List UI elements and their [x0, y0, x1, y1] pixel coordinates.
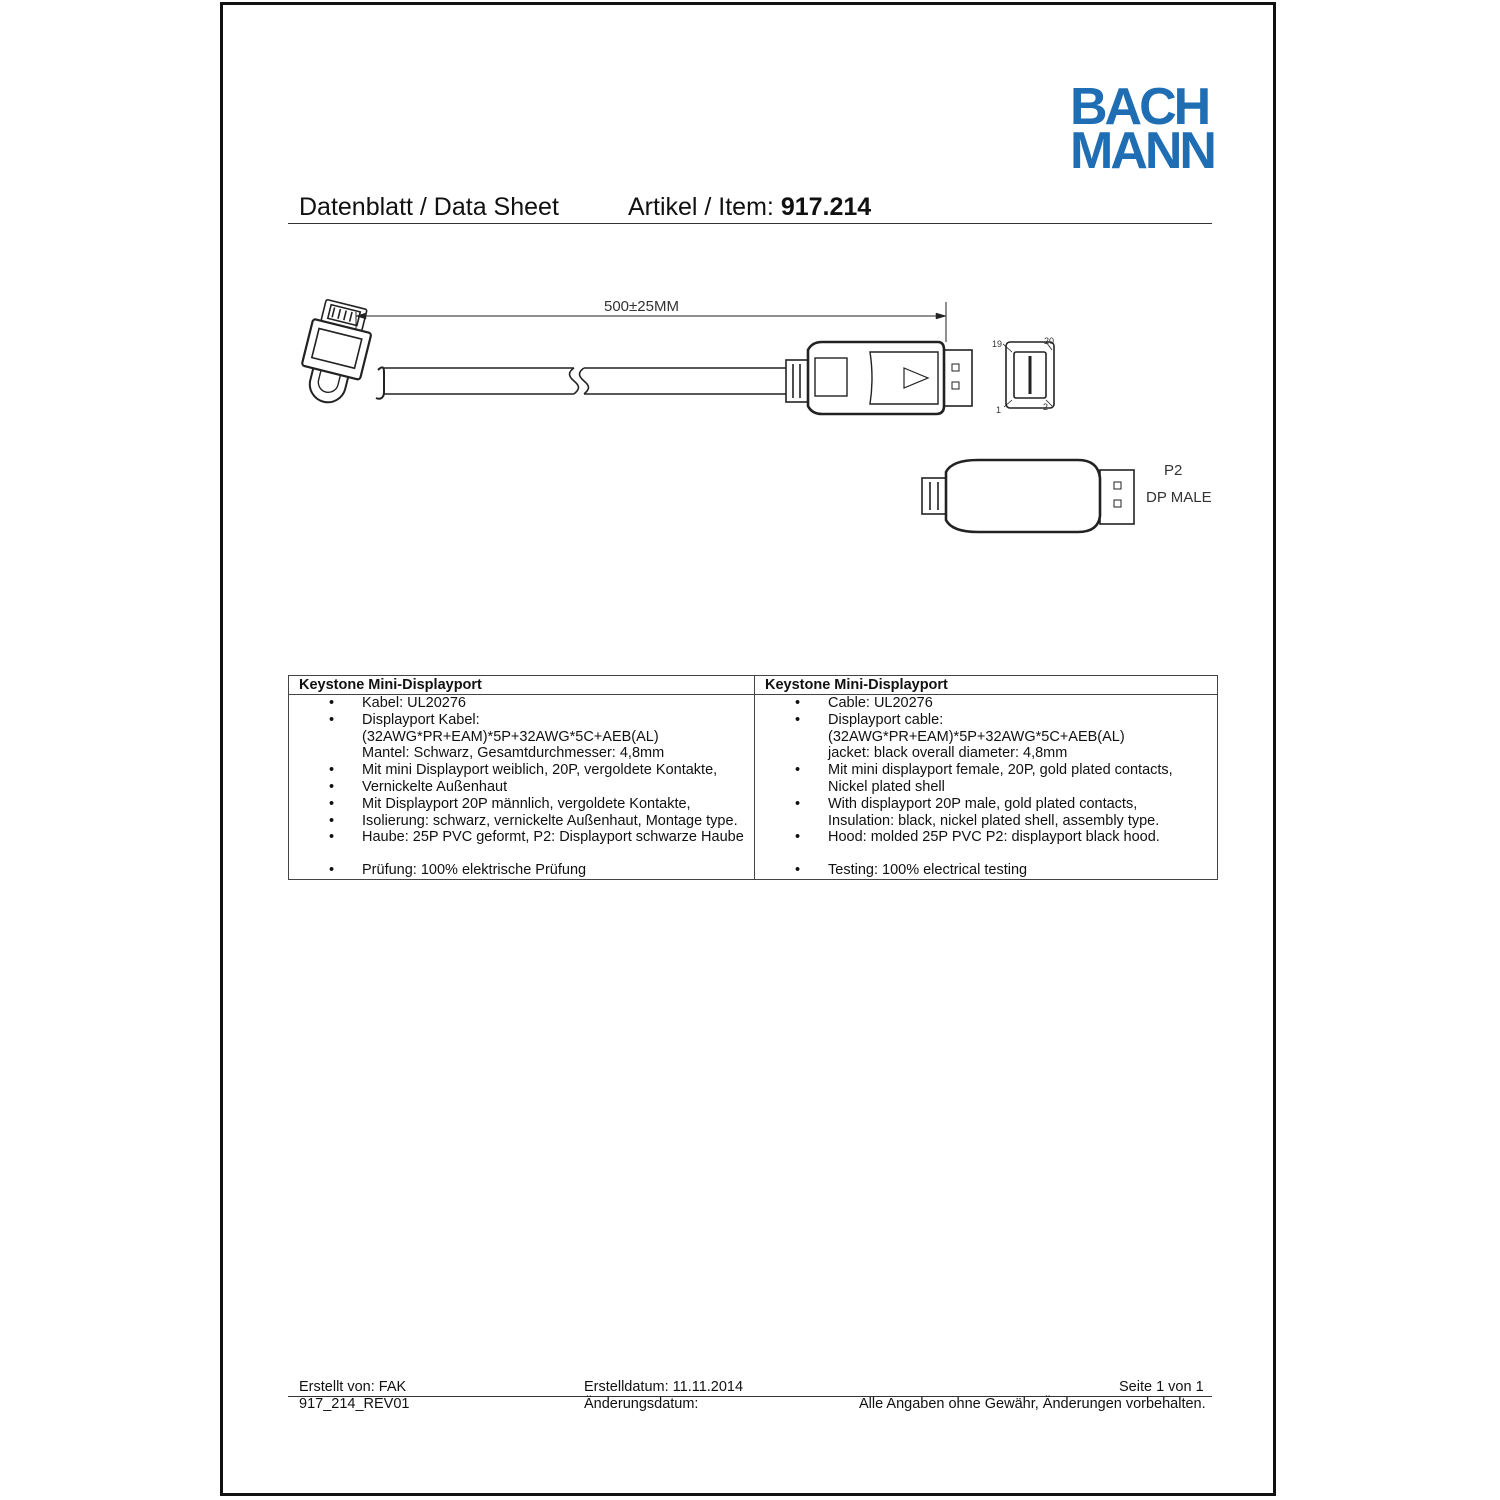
list-item: • Hood: molded 25P PVC P2: displayport black hood. [795, 829, 1160, 846]
item-label: Artikel / Item: [628, 193, 781, 221]
created-by: Erstellt von: FAK [299, 1379, 407, 1395]
spec-column-en [755, 695, 1218, 880]
brand-logo [1070, 78, 1214, 180]
p2-label: P2 [1164, 462, 1183, 479]
list-item: • Cable: UL20276 [795, 695, 933, 711]
pin-1-label: 1 [996, 405, 1002, 415]
disclaimer: Alle Angaben ohne Gewähr, Änderungen vorbehalten. [859, 1396, 1206, 1412]
technical-drawing [288, 280, 1218, 550]
list-item: • Displayport Kabel: (32AWG*PR+EAM)*5P+32AWG*5C+AEB(AL) Mantel: Schwarz, Gesamtdurchmesser: 4,8mm [329, 711, 665, 762]
list-item: • Displayport cable: (32AWG*PR+EAM)*5P+32AWG*5C+AEB(AL) jacket: black overall diameter: 4,8mm [795, 711, 1125, 762]
length-label: 500±25MM [604, 298, 679, 315]
p2-type-label: DP MALE [1146, 489, 1212, 506]
pin-20-label: 20 [1044, 336, 1055, 346]
doc-code: 917_214_REV01 [299, 1396, 410, 1412]
item-heading [628, 193, 871, 222]
page-number: Seite 1 von 1 [1119, 1379, 1204, 1395]
list-item: • With displayport 20P male, gold plated contacts, Insulation: black, nickel plated shell, assembly type. [795, 795, 1160, 829]
header-rule [288, 223, 1212, 224]
testing-item: • Prüfung: 100% elektrische Prüfung [329, 862, 587, 879]
logo-line-1: BACH [1070, 78, 1209, 136]
created-date: Erstelldatum: 11.11.2014 [584, 1379, 744, 1395]
list-item: • Isolierung: schwarz, vernickelte Außenhaut, Montage type. [329, 812, 738, 829]
pin-2-label: 2 [1043, 402, 1049, 412]
changed-date: Änderungsdatum: [584, 1396, 699, 1412]
list-item: • Mit Displayport 20P männlich, vergoldete Kontakte, [329, 795, 691, 812]
list-item: • Vernickelte Außenhaut [329, 778, 508, 795]
testing-item: • Testing: 100% electrical testing [795, 862, 1028, 879]
list-item: • Haube: 25P PVC geformt, P2: Displayport schwarze Haube [329, 829, 744, 846]
item-number: 917.214 [780, 193, 872, 221]
list-item: • Kabel: UL20276 [329, 695, 466, 711]
spec-column-de [289, 695, 755, 880]
spec-title-en: Keystone Mini-Displayport [755, 676, 1218, 695]
list-item: • Mit mini displayport female, 20P, gold plated contacts, Nickel plated shell [795, 762, 1173, 795]
pin-19-label: 19 [992, 339, 1003, 349]
spec-title-de: Keystone Mini-Displayport [289, 676, 755, 695]
doc-label: Datenblatt / Data Sheet [299, 193, 559, 221]
list-item: • Mit mini Displayport weiblich, 20P, vergoldete Kontakte, [329, 762, 718, 779]
logo-line-2: MANN [1070, 122, 1214, 180]
spec-table [288, 675, 1218, 880]
